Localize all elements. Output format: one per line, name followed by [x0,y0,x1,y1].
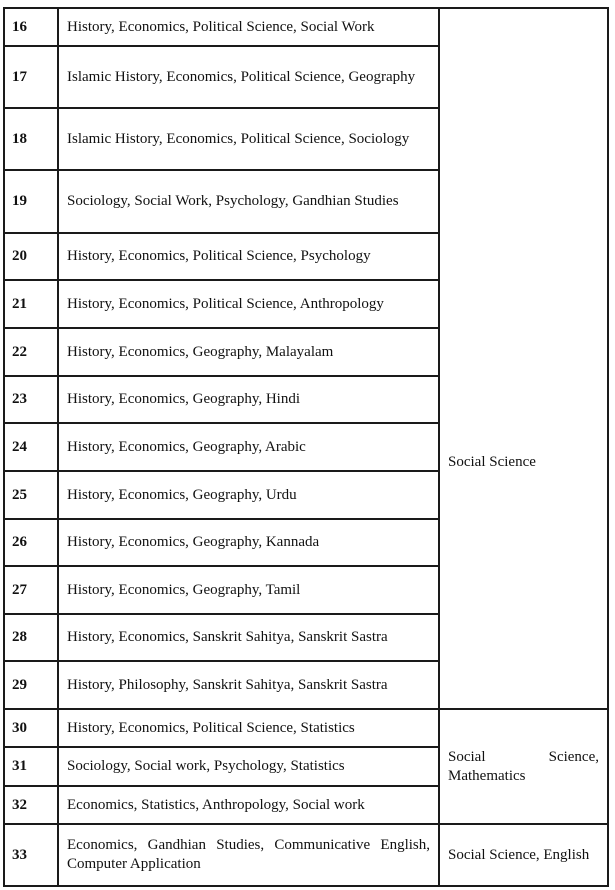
row-number: 18 [4,108,58,170]
table-row [4,824,608,886]
subject-combination: Economics, Gandhian Studies, Communicative English, Computer Application [58,824,439,886]
table-row [4,8,608,46]
row-number: 26 [4,519,58,566]
subject-combination: Islamic History, Economics, Political Science, Geography [58,46,439,108]
subject-combination: Economics, Statistics, Anthropology, Social work [58,786,439,824]
subject-combination: History, Economics, Political Science, Social Work [58,8,439,46]
subject-combination: History, Economics, Geography, Malayalam [58,328,439,376]
subject-combination-table [3,7,609,887]
row-number: 21 [4,280,58,328]
row-number: 33 [4,824,58,886]
subject-combination: Islamic History, Economics, Political Science, Sociology [58,108,439,170]
subject-combination: History, Economics, Geography, Urdu [58,471,439,519]
subject-combination: History, Economics, Political Science, Psychology [58,233,439,280]
subject-combination: History, Economics, Geography, Arabic [58,423,439,471]
row-number: 17 [4,46,58,108]
row-number: 24 [4,423,58,471]
row-number: 31 [4,747,58,786]
row-number: 23 [4,376,58,423]
subject-combination: History, Economics, Geography, Kannada [58,519,439,566]
row-number: 29 [4,661,58,709]
row-number: 28 [4,614,58,661]
subject-combination: History, Economics, Political Science, Anthropology [58,280,439,328]
subject-combination: History, Economics, Political Science, Statistics [58,709,439,747]
category-cell: Social Science, Mathematics [439,709,608,824]
row-number: 16 [4,8,58,46]
row-number: 20 [4,233,58,280]
row-number: 30 [4,709,58,747]
row-number: 19 [4,170,58,233]
row-number: 22 [4,328,58,376]
category-cell: Social Science, English [439,824,608,886]
subject-combination: Sociology, Social work, Psychology, Statistics [58,747,439,786]
subject-combination: History, Philosophy, Sanskrit Sahitya, Sanskrit Sastra [58,661,439,709]
table-row [4,709,608,747]
subject-combination: History, Economics, Sanskrit Sahitya, Sanskrit Sastra [58,614,439,661]
row-number: 27 [4,566,58,614]
category-cell: Social Science [439,8,608,709]
row-number: 32 [4,786,58,824]
subject-combination: History, Economics, Geography, Tamil [58,566,439,614]
subject-combination: Sociology, Social Work, Psychology, Gandhian Studies [58,170,439,233]
subject-combination: History, Economics, Geography, Hindi [58,376,439,423]
row-number: 25 [4,471,58,519]
